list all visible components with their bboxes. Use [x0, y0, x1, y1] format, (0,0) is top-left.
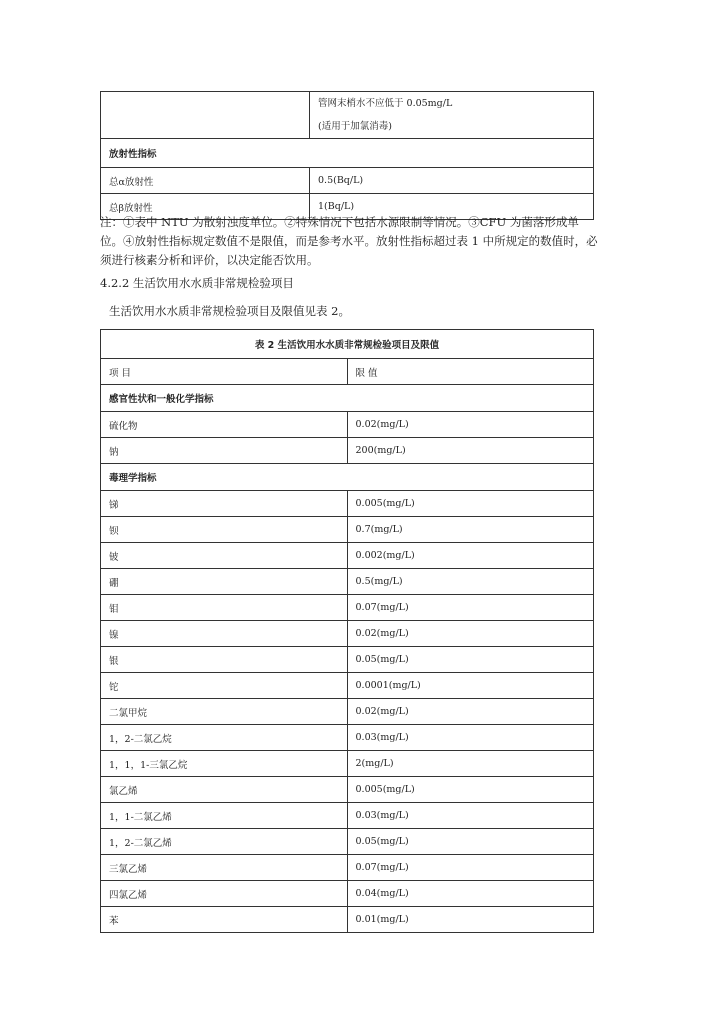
- limit-cell: 0.005(mg/L): [347, 777, 594, 803]
- item-cell: 二氯甲烷: [101, 699, 348, 725]
- section-heading: 毒理学指标: [101, 464, 594, 491]
- limit-cell: 0.002(mg/L): [347, 543, 594, 569]
- item-cell: 钡: [101, 517, 348, 543]
- limit-cell: 0.02(mg/L): [347, 621, 594, 647]
- limit-cell: 0.5(Bq/L): [310, 168, 594, 194]
- item-cell: 1，2-二氯乙烷: [101, 725, 348, 751]
- table-row: [101, 907, 594, 933]
- table-row: [101, 595, 594, 621]
- section-row: [101, 464, 594, 491]
- table-row: [101, 751, 594, 777]
- item-cell: 铍: [101, 543, 348, 569]
- table-title: 表 2 生活饮用水水质非常规检验项目及限值: [101, 330, 594, 359]
- table-row: [101, 881, 594, 907]
- limit-cell: 0.5(mg/L): [347, 569, 594, 595]
- table-row: [101, 647, 594, 673]
- table-row: [101, 569, 594, 595]
- item-cell: 镍: [101, 621, 348, 647]
- table-row: [101, 438, 594, 464]
- limit-line-note: (适用于加氯消毒): [318, 121, 392, 132]
- table-row: [101, 517, 594, 543]
- item-cell: 铊: [101, 673, 348, 699]
- table-row: [101, 803, 594, 829]
- table-notes: 注：①表中 NTU 为散射浊度单位。②特殊情况下包括水源限制等情况。③CFU 为菌落形成单位。④放射性指标规定数值不是限值，而是参考水平。放射性指标超过表 1 中所规定的数值时，必须进行核素分析和评价，以决定能否饮用。: [100, 215, 598, 267]
- item-cell: 硼: [101, 569, 348, 595]
- item-cell: 锑: [101, 491, 348, 517]
- item-cell: 1，2-二氯乙烯: [101, 829, 348, 855]
- limit-cell: 200(mg/L): [347, 438, 594, 464]
- table-cell: [101, 92, 310, 139]
- item-cell: 四氯乙烯: [101, 881, 348, 907]
- table-2: [100, 329, 594, 933]
- table-row: [101, 777, 594, 803]
- header-item: 项 目: [101, 359, 348, 385]
- item-cell: 钼: [101, 595, 348, 621]
- section-subheading: 4.2.2 生活饮用水水质非常规检验项目: [100, 276, 294, 290]
- item-cell: 氯乙烯: [101, 777, 348, 803]
- item-cell: 钠: [101, 438, 348, 464]
- section-heading: 放射性指标: [101, 139, 594, 168]
- limit-cell: 0.05(mg/L): [347, 647, 594, 673]
- table-row: [101, 543, 594, 569]
- table-title-row: [101, 330, 594, 359]
- item-cell: 银: [101, 647, 348, 673]
- limit-cell: 0.0001(mg/L): [347, 673, 594, 699]
- limit-cell: 0.05(mg/L): [347, 829, 594, 855]
- limit-cell: 2(mg/L): [347, 751, 594, 777]
- limit-cell: 1(Bq/L): [310, 194, 594, 220]
- limit-cell: 0.02(mg/L): [347, 412, 594, 438]
- limit-cell: 0.07(mg/L): [347, 595, 594, 621]
- table-header-row: [101, 359, 594, 385]
- limit-cell: 0.07(mg/L): [347, 855, 594, 881]
- table-row: [101, 855, 594, 881]
- table-row: [101, 491, 594, 517]
- table-row: [101, 621, 594, 647]
- limit-cell: 0.03(mg/L): [347, 725, 594, 751]
- section-heading: 感官性状和一般化学指标: [101, 385, 594, 412]
- item-cell: 1，1，1-三氯乙烷: [101, 751, 348, 777]
- limit-cell: 0.02(mg/L): [347, 699, 594, 725]
- header-limit: 限 值: [347, 359, 594, 385]
- table-row: [101, 92, 594, 139]
- table-row: [101, 699, 594, 725]
- limit-cell: 0.005(mg/L): [347, 491, 594, 517]
- table-row: [101, 829, 594, 855]
- table-cell: [310, 92, 594, 139]
- table-row: [101, 725, 594, 751]
- limit-cell: 0.03(mg/L): [347, 803, 594, 829]
- item-cell: 苯: [101, 907, 348, 933]
- item-cell: 1，1-二氯乙烯: [101, 803, 348, 829]
- limit-line: 管网末梢水不应低于 0.05mg/L: [318, 98, 453, 109]
- section-row: [101, 385, 594, 412]
- limit-cell: 0.01(mg/L): [347, 907, 594, 933]
- limit-cell: 0.04(mg/L): [347, 881, 594, 907]
- item-cell: 硫化物: [101, 412, 348, 438]
- limit-cell: 0.7(mg/L): [347, 517, 594, 543]
- item-cell: 总β放射性: [101, 194, 310, 220]
- table-row: [101, 168, 594, 194]
- table-1-continued: [100, 91, 594, 220]
- item-cell: 总α放射性: [101, 168, 310, 194]
- table-row: [101, 412, 594, 438]
- table-row: [101, 673, 594, 699]
- section-row: [101, 139, 594, 168]
- intro-paragraph: 生活饮用水水质非常规检验项目及限值见表 2。: [109, 304, 350, 318]
- item-cell: 三氯乙烯: [101, 855, 348, 881]
